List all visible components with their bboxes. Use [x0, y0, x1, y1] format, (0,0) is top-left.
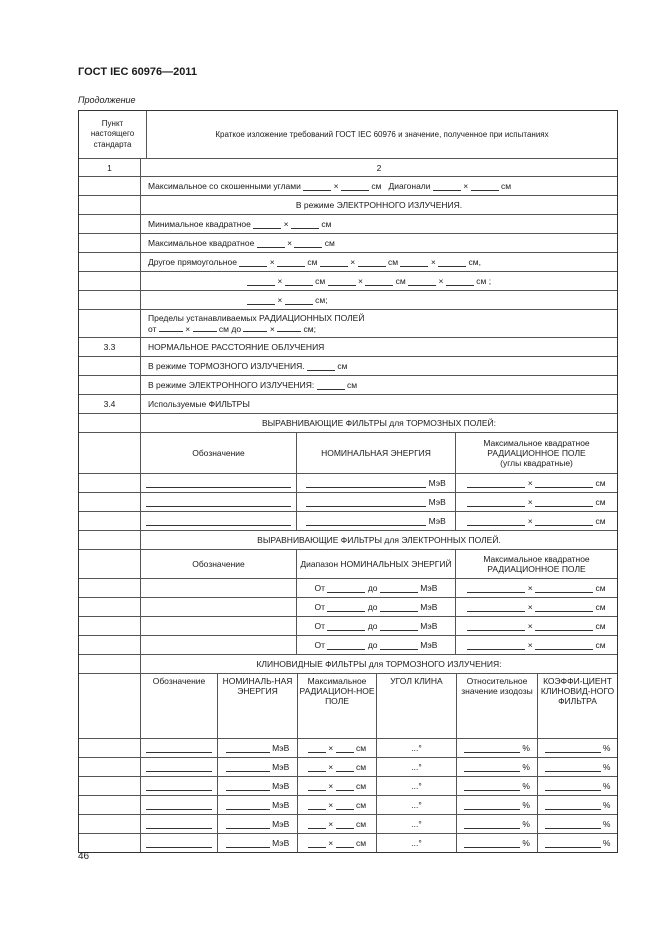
page-number: 46 [78, 851, 90, 862]
document-title: ГОСТ IEC 60976—2011 [78, 66, 197, 78]
table-row [79, 395, 617, 414]
table-row: От до МэВ × см [79, 636, 617, 655]
table-row: МэВ × см ...° % % [79, 834, 617, 852]
column-header: Обозначение [141, 433, 297, 473]
column-header: Максимальное РАДИАЦИОН-НОЕ ПОЛЕ [298, 674, 377, 738]
electron-distance-row: В режиме ЭЛЕКТРОННОГО ИЗЛУЧЕНИЯ: см [148, 380, 358, 390]
requirements-table [78, 110, 618, 853]
table-row: МэВ × см ...° % % [79, 796, 617, 815]
column-header: Относительное значение изодозы [457, 674, 538, 738]
max-bevel-row: Максимальное со скошенными углами × см Диагонали × см [148, 181, 512, 191]
clause-number: 3.4 [79, 395, 141, 413]
table-row [79, 414, 617, 433]
table-row [79, 338, 617, 357]
clause-number: 3.3 [79, 338, 141, 356]
flat-brems-title: ВЫРАВНИВАЮЩИЕ ФИЛЬТРЫ для ТОРМОЗНЫХ ПОЛЕЙ: [261, 418, 496, 428]
table-row [79, 550, 617, 579]
field-limits-row: Пределы устанавливаемых РАДИАЦИОННЫХ ПОЛЕЙ от × см до × см; [148, 313, 365, 334]
table-row [79, 234, 617, 253]
table-row: МэВ × см ...° % % [79, 815, 617, 834]
table-row: От до МэВ × см [79, 579, 617, 598]
column-header: УГОЛ КЛИНА [377, 674, 457, 738]
table-row: МэВ × см [79, 493, 617, 512]
column-header: Обозначение [141, 550, 297, 578]
column-header: Максимальное квадратное РАДИАЦИОННОЕ ПОЛЕ (углы квадратные) [483, 437, 590, 469]
column-header: Максимальное квадратное РАДИАЦИОННОЕ ПОЛЕ [483, 553, 590, 574]
table-row: МэВ × см ...° % % [79, 777, 617, 796]
electron-mode-title: В режиме ЭЛЕКТРОННОГО ИЗЛУЧЕНИЯ. [295, 200, 463, 210]
table-row [79, 215, 617, 234]
column-header: НОМИНАЛЬ-НАЯ ЭНЕРГИЯ [218, 674, 298, 738]
table-row [79, 674, 617, 739]
column-header: Обозначение [141, 674, 218, 738]
column-header: Диапазон НОМИНАЛЬНЫХ ЭНЕРГИЙ [297, 550, 456, 578]
other-rect-row: Другое прямоугольное × см × см × см , [148, 257, 481, 267]
column-number-1: 1 [79, 159, 141, 176]
table-row [79, 196, 617, 215]
table-row [79, 291, 617, 310]
table-row [79, 177, 617, 196]
table-row: МэВ × см ...° % % [79, 739, 617, 758]
table-row [79, 357, 617, 376]
continuation-label: Продолжение [78, 95, 136, 105]
table-row: От до МэВ × см [79, 598, 617, 617]
min-square-row: Минимальное квадратное × см [148, 219, 332, 229]
header-summary-column: Краткое изложение требований ГОСТ IEC 60976 и значение, полученное при испытаниях [215, 130, 549, 139]
table-row [79, 272, 617, 291]
max-square-row: Максимальное квадратное × см [148, 238, 335, 248]
table-row [79, 655, 617, 674]
header-clause-column: Пункт настоящего стандарта [79, 111, 147, 158]
other-rect-row-3: × см ; [141, 291, 617, 309]
table-row [79, 531, 617, 550]
table-row: От до МэВ × см [79, 617, 617, 636]
table-row: МэВ × см ...° % % [79, 758, 617, 777]
used-filters-title: Используемые ФИЛЬТРЫ [148, 399, 250, 409]
table-row: МэВ × см [79, 512, 617, 531]
column-number-2: 2 [376, 162, 382, 173]
normal-distance-title: НОРМАЛЬНОЕ РАССТОЯНИЕ ОБЛУЧЕНИЯ [148, 342, 325, 352]
wedge-title: КЛИНОВИДНЫЕ ФИЛЬТРЫ для ТОРМОЗНОГО ИЗЛУЧЕНИЯ: [256, 659, 502, 669]
column-numbers-row [79, 159, 617, 177]
column-header: КОЭФФИ-ЦИЕНТ КЛИНОВИД-НОГО ФИЛЬТРА [540, 676, 615, 707]
table-row [79, 376, 617, 395]
table-row [79, 253, 617, 272]
brems-distance-row: В режиме ТОРМОЗНОГО ИЗЛУЧЕНИЯ. см [148, 361, 348, 371]
other-rect-row-2: × см × см × см ; [141, 272, 617, 290]
table-row [79, 310, 617, 338]
table-row [79, 433, 617, 474]
flat-electron-title: ВЫРАВНИВАЮЩИЕ ФИЛЬТРЫ для ЭЛЕКТРОННЫХ ПОЛЕЙ. [257, 535, 501, 545]
table-header-row [79, 111, 617, 159]
table-row: МэВ × см [79, 474, 617, 493]
column-header: НОМИНАЛЬНАЯ ЭНЕРГИЯ [297, 433, 456, 473]
